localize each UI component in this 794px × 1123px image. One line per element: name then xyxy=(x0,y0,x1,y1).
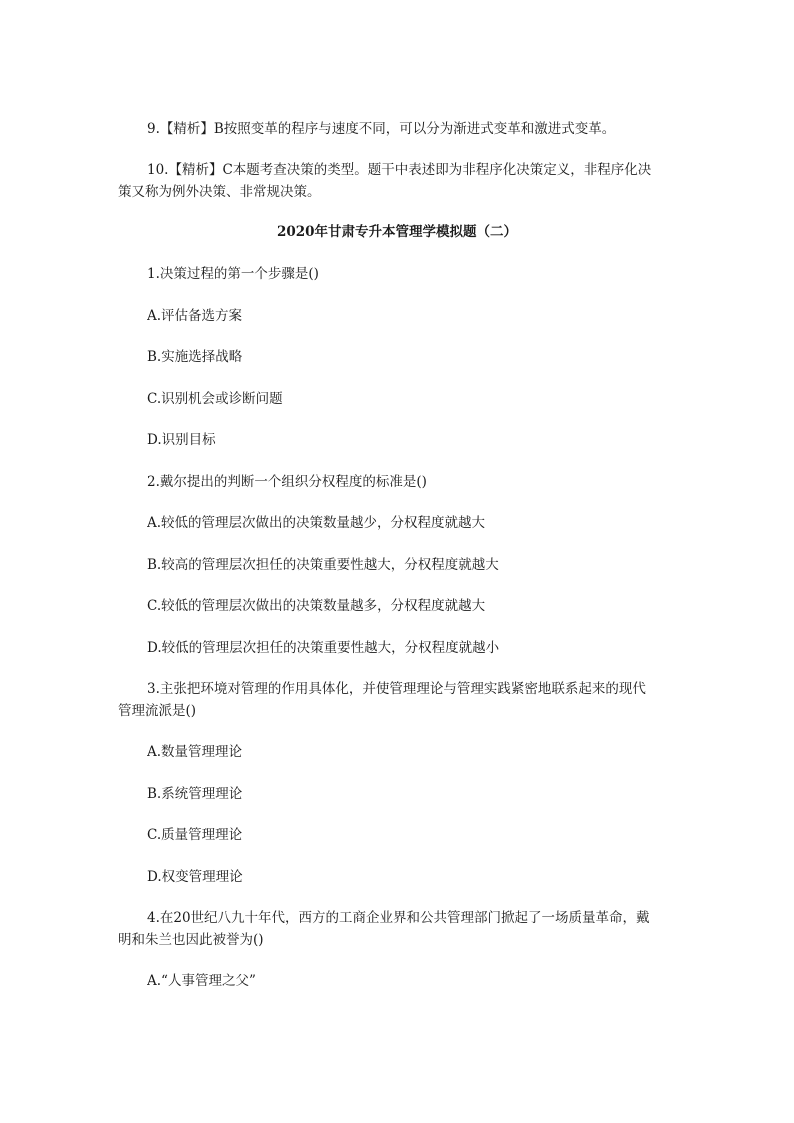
question-2-stem: 2.戴尔提出的判断一个组织分权程度的标准是() xyxy=(147,474,427,490)
question-2-option-b: B.较高的管理层次担任的决策重要性越大，分权程度就越大 xyxy=(147,557,499,573)
question-3-stem-line-1: 3.主张把环境对管理的作用具体化，并使管理理论与管理实践紧密地联系起来的现代 xyxy=(147,681,646,697)
question-4-stem-line-1: 4.在20世纪八九十年代，西方的工商企业界和公共管理部门掀起了一场质量革命，戴 xyxy=(147,910,650,926)
question-4-option-a: A.“人事管理之父” xyxy=(147,973,256,989)
question-2-option-c: C.较低的管理层次做出的决策数量越多，分权程度就越大 xyxy=(147,598,486,614)
section-title: 2020年甘肃专升本管理学模拟题（二） xyxy=(276,224,518,240)
question-1-option-c: C.识别机会或诊断问题 xyxy=(147,391,283,407)
question-3-option-a: A.数量管理理论 xyxy=(147,744,243,760)
question-3-option-c: C.质量管理理论 xyxy=(147,827,243,843)
answer-10-line-2: 策又称为例外决策、非常规决策。 xyxy=(118,184,321,200)
question-1-stem: 1.决策过程的第一个步骤是() xyxy=(147,266,319,282)
answer-9: 9.【精析】B按照变革的程序与速度不同，可以分为渐进式变革和激进式变革。 xyxy=(147,121,616,137)
question-4-stem-line-2: 明和朱兰也因此被誉为() xyxy=(118,932,264,948)
question-1-option-b: B.实施选择战略 xyxy=(147,349,243,365)
question-3-option-b: B.系统管理理论 xyxy=(147,786,243,802)
question-1-option-a: A.评估备选方案 xyxy=(147,308,243,324)
question-2-option-a: A.较低的管理层次做出的决策数量越少，分权程度就越大 xyxy=(147,515,486,531)
question-2-option-d: D.较低的管理层次担任的决策重要性越大，分权程度就越小 xyxy=(147,640,500,656)
question-1-option-d: D.识别目标 xyxy=(147,432,216,448)
answer-10-line-1: 10.【精析】C本题考查决策的类型。题干中表述即为非程序化决策定义，非程序化决 xyxy=(147,162,652,178)
question-3-option-d: D.权变管理理论 xyxy=(147,869,243,885)
question-3-stem-line-2: 管理流派是() xyxy=(118,703,197,719)
